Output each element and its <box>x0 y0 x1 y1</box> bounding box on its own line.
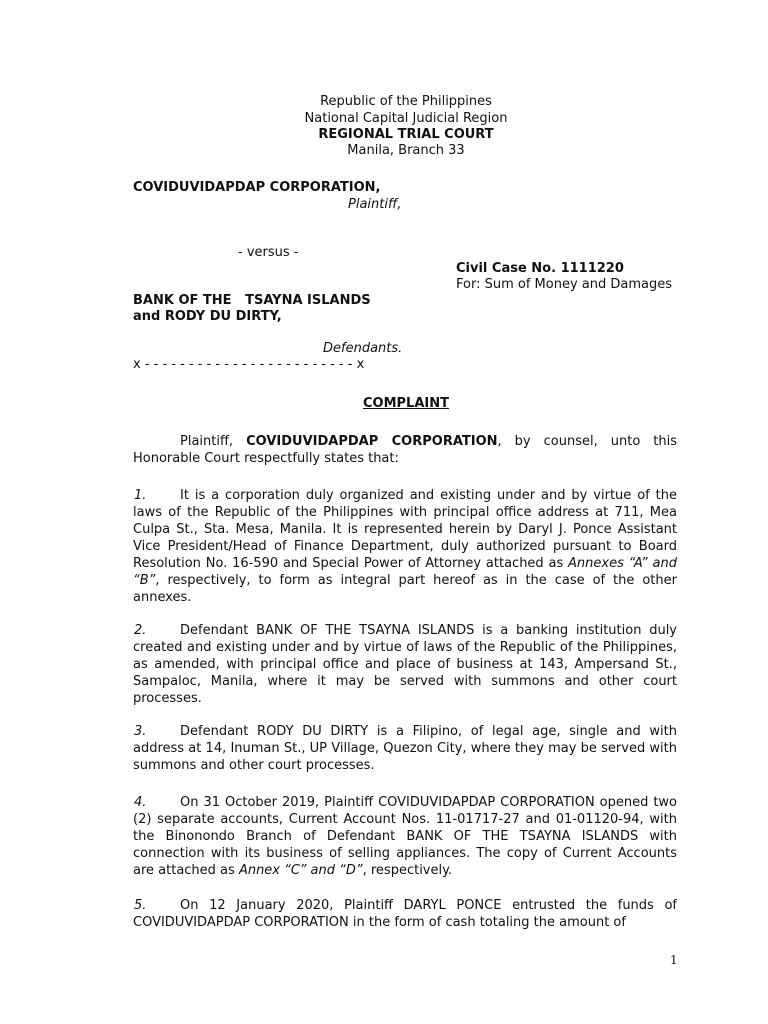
court-name: REGIONAL TRIAL COURT <box>318 127 494 142</box>
intro-paragraph <box>133 433 677 467</box>
paragraph-1-text-b: , respectively, to form as integral part hereof as in the case of the other annexes. <box>133 573 677 605</box>
paragraph-1-text-a: It is a corporation duly organized and existing under and by virtue of the laws of the Republic of the Philippines with principal office address at 711, Mea Culpa St., Sta. Mesa, Manila. It is represented herein by Daryl J. Ponce Assistant Vice President/Head of Finance Department, duly authorized pursuant to Board Resolution No. 16-590 and Special Power of Attorney attached as <box>133 488 677 571</box>
paragraph-3 <box>133 723 677 774</box>
paragraph-3-number: 3. <box>134 724 147 739</box>
court-branch: Manila, Branch 33 <box>347 143 465 158</box>
defendant-role: Defendants. <box>323 341 403 356</box>
paragraph-4 <box>133 794 677 879</box>
versus-label: - versus - <box>238 245 299 260</box>
paragraph-2 <box>133 622 677 707</box>
paragraph-4-text-b: , respectively. <box>362 863 453 878</box>
page-number: 1 <box>670 953 678 967</box>
paragraph-5 <box>133 897 677 931</box>
paragraph-4-annex: Annex “C” and “D” <box>238 863 363 878</box>
intro-name: COVIDUVIDAPDAP CORPORATION <box>246 434 498 449</box>
case-number: Civil Case No. 1111220 <box>456 261 624 276</box>
paragraph-2-text: Defendant BANK OF THE TSAYNA ISLANDS is a banking institution duly created and existing under and by virtue of laws of the Republic of the Philippines, as amended, with principal office and place of business at 143, Ampersand St., Sampaloc, Manila, where it may be served with summons and other court processes. <box>133 623 677 706</box>
defendant-name-line2: and RODY DU DIRTY, <box>133 309 282 324</box>
intro-pre: Plaintiff, <box>180 434 247 449</box>
paragraph-5-text: On 12 January 2020, Plaintiff DARYL PONCE entrusted the funds of COVIDUVIDAPDAP CORPORATION in the form of cash totaling the amount of <box>133 898 677 930</box>
paragraph-5-number: 5. <box>134 898 147 913</box>
case-nature: For: Sum of Money and Damages <box>456 277 672 292</box>
intro-post: , by counsel, unto this Honorable Court respectfully states that: <box>133 434 678 466</box>
caption-separator: x - - - - - - - - - - - - - - - - - - - - - - - - x <box>133 357 365 372</box>
paragraph-4-number: 4. <box>134 795 147 810</box>
plaintiff-role: Plaintiff, <box>348 197 402 212</box>
document-title: COMPLAINT <box>363 396 449 411</box>
paragraph-3-text: Defendant RODY DU DIRTY is a Filipino, of legal age, single and with address at 14, Inuman St., UP Village, Quezon City, where they may be served with summons and other court processes. <box>133 724 677 773</box>
plaintiff-name: COVIDUVIDAPDAP CORPORATION, <box>133 180 381 195</box>
paragraph-4-text-a: On 31 October 2019, Plaintiff COVIDUVIDAPDAP CORPORATION opened two (2) separate accounts, Current Account Nos. 11-01717-27 and 01-01120-94, with the Binonondo Branch of Defendant BANK OF THE TSAYNA ISLANDS with connection with its business of selling appliances. The copy of Current Accounts are attached as <box>133 795 677 878</box>
court-region: National Capital Judicial Region <box>304 111 508 126</box>
court-republic: Republic of the Philippines <box>320 94 492 109</box>
defendant-name-line1: BANK OF THE TSAYNA ISLANDS <box>133 293 371 308</box>
paragraph-1-number: 1. <box>134 488 147 503</box>
paragraph-1-annex: Annexes “A” and “B” <box>133 556 677 588</box>
paragraph-1 <box>133 487 677 606</box>
paragraph-2-number: 2. <box>134 623 147 638</box>
